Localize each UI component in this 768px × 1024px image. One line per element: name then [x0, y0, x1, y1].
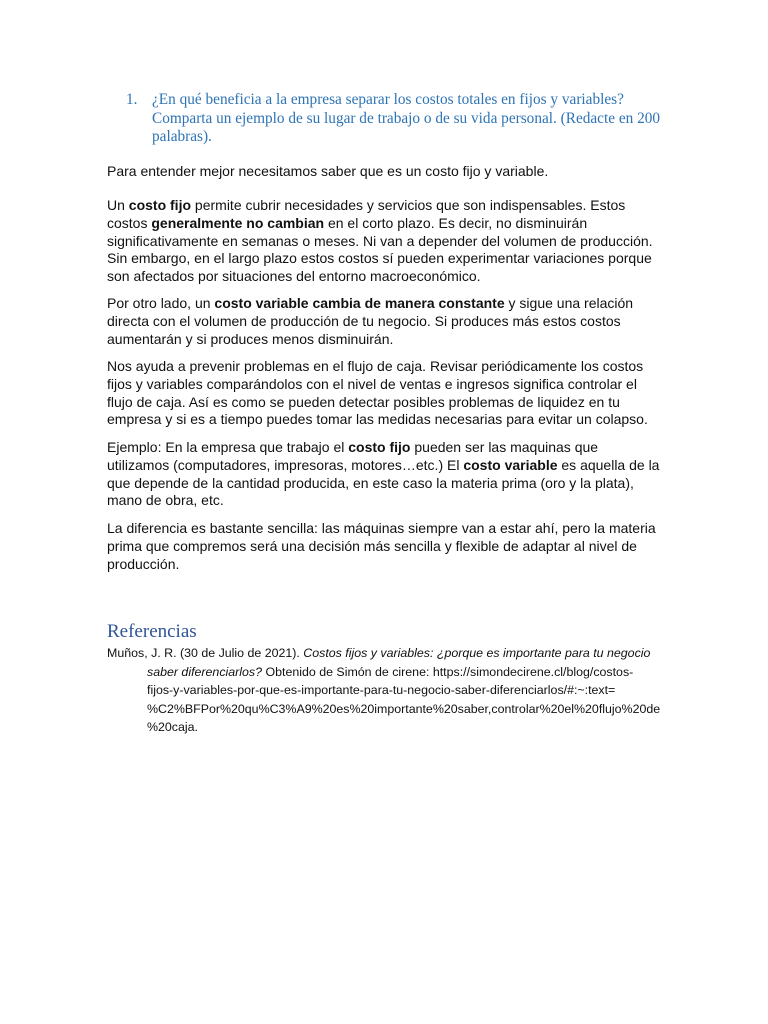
example-paragraph — [107, 439, 662, 510]
text-run: permite cubrir necesidades y servicios que son indispensables. Estos costos — [107, 197, 626, 231]
bold-term: costo fijo — [348, 439, 411, 455]
reference-url-line: %C2%BFPor%20qu%C3%A9%20es%20importante%20saber,controlar%20el%20flujo%20de — [147, 701, 661, 716]
reference-url-line: %20caja. — [147, 720, 198, 735]
difference-paragraph: La diferencia es bastante sencilla: las máquinas siempre van a estar ahí, pero la materia prima que compremos será una decisión más sencilla y flexible de adaptar al nivel de producción. — [107, 520, 656, 572]
reference-source: Obtenido de Simón de cirene: https://simondecirene.cl/blog/costos- — [262, 664, 634, 679]
text-run: es aquella de la que depende de la cantidad producida, en este caso la materia prima (oro y la plata), mano de obra, etc. — [107, 456, 660, 509]
text-run: Un — [107, 197, 129, 213]
bold-term: costo variable — [463, 456, 558, 473]
references-heading: Referencias — [107, 621, 197, 642]
text-run: pueden ser las maquinas que utilizamos (computadores, impresoras, motores…etc.) El — [107, 439, 599, 473]
reference-line — [107, 644, 707, 663]
reference-title: saber diferenciarlos? — [147, 664, 263, 679]
reference-url-line: fijos-y-variables-por-que-es-importante-para-tu-negocio-saber-diferenciarlos/#:~:text= — [147, 683, 616, 698]
bold-term: costo variable cambia de manera constante — [214, 295, 505, 311]
bold-term: costo fijo — [128, 197, 192, 213]
question-text: ¿En qué beneficia a la empresa separar los costos totales en fijos y variables? Comparta un ejemplo de su lugar de trabajo o de su vida personal. (Redacte en 200 palabras). — [152, 91, 661, 145]
reference-title: Costos fijos y variables: ¿porque es importante para tu negocio — [303, 646, 651, 660]
variable-cost-paragraph — [107, 295, 662, 348]
fixed-cost-paragraph — [107, 197, 662, 286]
intro-paragraph: Para entender mejor necesitamos saber que es un costo fijo y variable. — [107, 163, 549, 179]
text-run: Ejemplo: En la empresa que trabajo el — [107, 439, 349, 455]
reference-author-date: Muños, J. R. (30 de Julio de 2021). — [107, 646, 304, 660]
text-run: Por otro lado, un — [107, 295, 215, 311]
reference-line — [147, 663, 707, 682]
text-run: en el corto plazo. Es decir, no disminuirán significativamente en semanas o meses. Ni van a depender del volumen de producción. Sin embargo, en el largo plazo estos costos sí pueden experimentar variaciones porque son afectados por situaciones del entorno macroeconómico. — [107, 214, 653, 285]
text-run: y sigue una relación directa con el volumen de producción de tu negocio. Si produces más estos costos aumentarán y si produces menos disminuirán. — [107, 295, 634, 347]
cash-flow-paragraph: Nos ayuda a prevenir problemas en el flujo de caja. Revisar periódicamente los costos fijos y variables comparándolos con el nivel de ventas e ingresos significa controlar el flujo de caja. Así es como se pueden detectar posibles problemas de liquidez en tu empresa y si es a tiempo puedes tomar las medidas necesarias para evitar un colapso. — [107, 358, 648, 428]
bold-term: generalmente no cambian — [151, 214, 325, 231]
question-number: 1. — [126, 91, 138, 108]
reference-entry — [107, 644, 707, 737]
